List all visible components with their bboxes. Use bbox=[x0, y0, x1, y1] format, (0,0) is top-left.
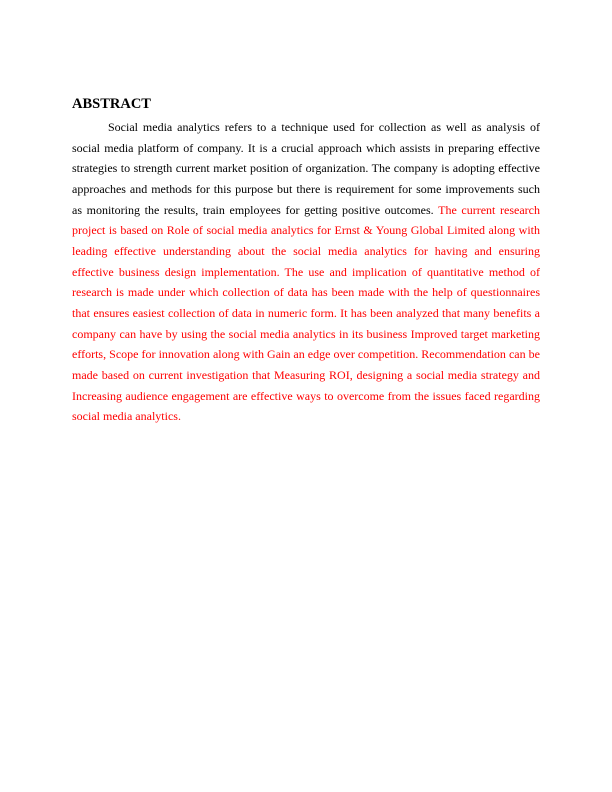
abstract-heading: ABSTRACT bbox=[72, 96, 151, 112]
abstract-text-black: Social media analytics refers to a technique used for collection as well as analysis of social media platform of company. It is a crucial approach which assists in preparing effective strategies to strength current market position of organization. The company is adopting effective approaches and methods for this purpose but there is requirement for some improvements such as monitoring the results, train employees for getting positive outcomes. bbox=[72, 120, 540, 217]
abstract-text-red: The current research project is based on Role of social media analytics for Ernst & Young Global Limited along with leading effective understanding about the social media analytics for having and ensuring effective business design implementation. The use and implication of quantitative method of research is made under which collection of data has been made with the help of questionnaires that ensures easiest collection of data in numeric form. It has been analyzed that many benefits a company can have by using the social media analytics in its business Improved target marketing efforts, Scope for innovation along with Gain an edge over competition. Recommendation can be made based on current investigation that Measuring ROI, designing a social media strategy and Increasing audience engagement are effective ways to overcome from the issues faced regarding social media analytics. bbox=[72, 202, 540, 424]
abstract-paragraph bbox=[72, 117, 540, 427]
